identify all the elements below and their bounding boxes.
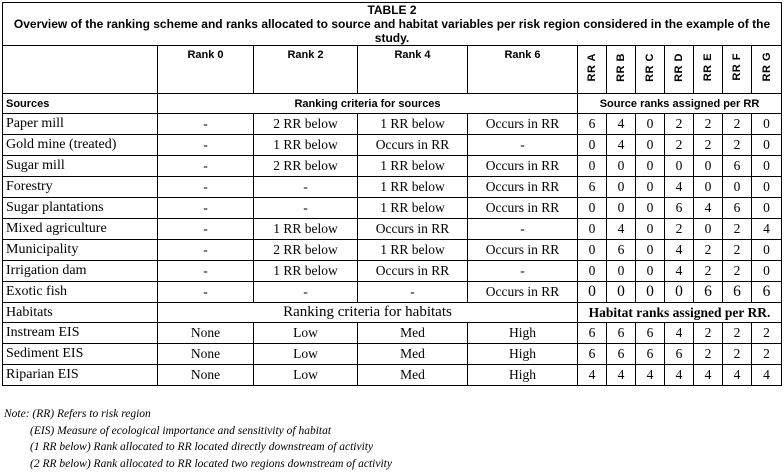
habitats-criteria-label: Ranking criteria for habitats [158, 303, 578, 323]
sources-label: Sources [3, 94, 158, 114]
source-rank4-criterion: - [358, 282, 468, 303]
habitat-rank6-criterion: High [468, 365, 578, 386]
table-title-cell [3, 3, 782, 46]
source-rank-value: 2 [694, 240, 723, 261]
habitat-rank-value: 2 [752, 323, 782, 344]
habitat-rank4-criterion: Med [358, 323, 468, 344]
source-rank-value: 2 [723, 219, 752, 240]
source-rank-value: 4 [665, 261, 694, 282]
source-rank-value: 2 [723, 135, 752, 156]
source-rank-value: 0 [636, 282, 665, 303]
source-rank-value: 0 [752, 198, 782, 219]
habitat-row [3, 365, 782, 386]
source-rank0-criterion: - [158, 198, 254, 219]
source-rank6-criterion: Occurs in RR [468, 198, 578, 219]
source-name: Gold mine (treated) [3, 135, 158, 156]
source-rank-value: 0 [607, 177, 636, 198]
source-rank-value: 0 [636, 156, 665, 177]
source-rank6-criterion: - [468, 261, 578, 282]
source-rank-value: 2 [665, 114, 694, 135]
source-rank0-criterion: - [158, 219, 254, 240]
note-line-1rr: (1 RR below) Rank allocated to RR located directly downstream of activity [30, 441, 374, 453]
source-rank2-criterion: - [254, 177, 358, 198]
habitat-rank-value: 2 [752, 344, 782, 365]
source-rank-value: 2 [723, 240, 752, 261]
header-rank-2: Rank 2 [254, 46, 358, 94]
source-rank2-criterion: 2 RR below [254, 240, 358, 261]
habitat-row [3, 344, 782, 365]
source-rank-value: 4 [665, 177, 694, 198]
habitat-rank-value: 4 [694, 365, 723, 386]
habitat-name: Instream EIS [3, 323, 158, 344]
source-rank-value: 0 [636, 177, 665, 198]
habitat-rank-value: 6 [636, 323, 665, 344]
source-rank-value: 0 [665, 282, 694, 303]
header-rr-d: RR D [673, 52, 685, 82]
source-rank2-criterion: 1 RR below [254, 261, 358, 282]
habitat-rank-value: 6 [665, 344, 694, 365]
source-rank-value: 2 [694, 135, 723, 156]
table-notes [4, 406, 392, 472]
source-rank-value: 4 [607, 114, 636, 135]
sources-body [3, 114, 782, 303]
source-rank-value: 0 [578, 261, 607, 282]
source-rank-value: 0 [752, 156, 782, 177]
source-rank-value: 0 [636, 261, 665, 282]
habitat-rank-value: 6 [578, 323, 607, 344]
source-rank-value: 0 [607, 261, 636, 282]
header-rank-0: Rank 0 [158, 46, 254, 94]
source-rank6-criterion: Occurs in RR [468, 114, 578, 135]
source-rank-value: 0 [752, 240, 782, 261]
note-line-eis: (EIS) Measure of ecological importance and sensitivity of habitat [30, 424, 332, 437]
header-rr-a: RR A [586, 52, 598, 82]
source-rank-value: 6 [723, 198, 752, 219]
header-rank-6: Rank 6 [468, 46, 578, 94]
source-rank-value: 2 [665, 135, 694, 156]
source-rank4-criterion: 1 RR below [358, 114, 468, 135]
source-rank6-criterion: Occurs in RR [468, 177, 578, 198]
source-name: Paper mill [3, 114, 158, 135]
habitat-rank-value: 4 [665, 323, 694, 344]
source-rank-value: 4 [694, 198, 723, 219]
source-rank4-criterion: 1 RR below [358, 198, 468, 219]
header-blank [3, 46, 158, 94]
source-rank0-criterion: - [158, 261, 254, 282]
source-rank-value: 0 [694, 177, 723, 198]
habitat-rank0-criterion: None [158, 365, 254, 386]
habitat-rank4-criterion: Med [358, 344, 468, 365]
habitat-row [3, 323, 782, 344]
habitat-rank-value: 6 [578, 344, 607, 365]
source-rank0-criterion: - [158, 282, 254, 303]
habitat-rank2-criterion: Low [254, 365, 358, 386]
source-rank0-criterion: - [158, 177, 254, 198]
source-rank2-criterion: - [254, 282, 358, 303]
source-rank2-criterion: 1 RR below [254, 219, 358, 240]
source-rank2-criterion: - [254, 198, 358, 219]
source-row [3, 135, 782, 156]
sources-criteria-label: Ranking criteria for sources [158, 94, 578, 114]
table-label: TABLE 2 [367, 3, 417, 17]
sources-section-row [3, 94, 782, 114]
habitats-body [3, 323, 782, 386]
habitat-rank-value: 6 [636, 344, 665, 365]
source-rank-value: 0 [578, 135, 607, 156]
source-rank0-criterion: - [158, 240, 254, 261]
source-rank-value: 0 [636, 219, 665, 240]
header-row [3, 46, 782, 94]
header-rr-e: RR E [702, 52, 714, 82]
source-rank-value: 2 [694, 114, 723, 135]
habitat-rank-value: 2 [723, 323, 752, 344]
habitat-rank2-criterion: Low [254, 323, 358, 344]
source-rank-value: 6 [607, 240, 636, 261]
source-rank4-criterion: 1 RR below [358, 177, 468, 198]
source-rank-value: 0 [636, 198, 665, 219]
habitat-rank4-criterion: Med [358, 365, 468, 386]
source-rank-value: 0 [578, 198, 607, 219]
source-row [3, 198, 782, 219]
source-rank-value: 0 [607, 198, 636, 219]
habitat-rank2-criterion: Low [254, 344, 358, 365]
source-rank-value: 6 [723, 156, 752, 177]
header-rr-g: RR G [760, 52, 773, 82]
habitats-section-row [3, 303, 782, 323]
header-rr-f: RR F [731, 53, 743, 81]
source-rank-value: 2 [723, 114, 752, 135]
source-rank-value: 0 [578, 282, 607, 303]
source-rank2-criterion: 1 RR below [254, 135, 358, 156]
source-rank2-criterion: 2 RR below [254, 156, 358, 177]
habitat-rank-value: 2 [694, 323, 723, 344]
source-name: Irrigation dam [3, 261, 158, 282]
source-name: Exotic fish [3, 282, 158, 303]
habitat-rank-value: 4 [607, 365, 636, 386]
source-rank4-criterion: 1 RR below [358, 156, 468, 177]
source-rank2-criterion: 2 RR below [254, 114, 358, 135]
source-rank-value: 0 [752, 114, 782, 135]
source-rank-value: 6 [752, 282, 782, 303]
source-rank-value: 6 [578, 177, 607, 198]
source-rank-value: 6 [578, 114, 607, 135]
source-row [3, 219, 782, 240]
source-name: Sugar mill [3, 156, 158, 177]
habitat-rank-value: 6 [607, 323, 636, 344]
habitat-rank-value: 2 [694, 344, 723, 365]
habitats-ranks-label: Habitat ranks assigned per RR. [578, 303, 782, 323]
source-rank-value: 0 [752, 261, 782, 282]
ranking-table [2, 2, 782, 386]
source-rank-value: 2 [723, 261, 752, 282]
source-rank6-criterion: Occurs in RR [468, 156, 578, 177]
source-row [3, 156, 782, 177]
source-rank-value: 0 [694, 156, 723, 177]
source-rank-value: 4 [665, 240, 694, 261]
source-rank-value: 0 [578, 240, 607, 261]
habitat-rank6-criterion: High [468, 323, 578, 344]
source-rank6-criterion: - [468, 219, 578, 240]
source-rank4-criterion: Occurs in RR [358, 261, 468, 282]
source-rank0-criterion: - [158, 135, 254, 156]
habitat-rank-value: 4 [752, 365, 782, 386]
source-rank-value: 0 [636, 114, 665, 135]
source-rank-value: 0 [694, 219, 723, 240]
source-rank-value: 2 [694, 261, 723, 282]
header-rank-4: Rank 4 [358, 46, 468, 94]
source-name: Mixed agriculture [3, 219, 158, 240]
source-rank-value: 4 [752, 219, 782, 240]
habitat-rank-value: 4 [578, 365, 607, 386]
source-rank6-criterion: Occurs in RR [468, 282, 578, 303]
source-rank-value: 0 [607, 282, 636, 303]
habitat-name: Riparian EIS [3, 365, 158, 386]
source-row [3, 261, 782, 282]
source-rank4-criterion: 1 RR below [358, 240, 468, 261]
source-rank4-criterion: Occurs in RR [358, 135, 468, 156]
source-row [3, 114, 782, 135]
note-line-rr: Note: (RR) Refers to risk region [4, 408, 151, 420]
source-rank0-criterion: - [158, 156, 254, 177]
source-rank-value: 6 [723, 282, 752, 303]
source-rank-value: 0 [607, 156, 636, 177]
habitat-rank-value: 2 [723, 344, 752, 365]
header-rr-b: RR B [615, 52, 627, 82]
source-rank-value: 0 [752, 135, 782, 156]
habitat-rank-value: 4 [636, 365, 665, 386]
source-row [3, 177, 782, 198]
source-rank-value: 0 [578, 156, 607, 177]
source-row [3, 240, 782, 261]
source-rank-value: 6 [665, 198, 694, 219]
source-rank-value: 0 [636, 135, 665, 156]
source-row [3, 282, 782, 303]
source-rank-value: 0 [578, 219, 607, 240]
habitat-rank6-criterion: High [468, 344, 578, 365]
header-rr-c: RR C [644, 52, 656, 82]
habitats-label: Habitats [3, 303, 158, 323]
sources-ranks-label: Source ranks assigned per RR [578, 94, 782, 114]
source-rank-value: 6 [694, 282, 723, 303]
habitat-rank-value: 6 [607, 344, 636, 365]
source-rank-value: 0 [665, 156, 694, 177]
source-rank6-criterion: Occurs in RR [468, 240, 578, 261]
source-name: Forestry [3, 177, 158, 198]
source-rank-value: 0 [636, 240, 665, 261]
source-name: Sugar plantations [3, 198, 158, 219]
table-caption: Overview of the ranking scheme and ranks allocated to source and habitat variables per risk region considered in the example of the study. [13, 17, 771, 45]
source-rank-value: 2 [665, 219, 694, 240]
habitat-rank0-criterion: None [158, 323, 254, 344]
source-rank-value: 0 [723, 177, 752, 198]
source-rank0-criterion: - [158, 114, 254, 135]
source-rank-value: 4 [607, 219, 636, 240]
source-rank6-criterion: - [468, 135, 578, 156]
source-name: Municipality [3, 240, 158, 261]
habitat-rank0-criterion: None [158, 344, 254, 365]
habitat-rank-value: 4 [665, 365, 694, 386]
habitat-name: Sediment EIS [3, 344, 158, 365]
habitat-rank-value: 4 [723, 365, 752, 386]
note-line-2rr: (2 RR below) Rank allocated to RR located two regions downstream of activity [30, 457, 392, 470]
table-container [2, 2, 781, 386]
source-rank-value: 4 [607, 135, 636, 156]
source-rank-value: 0 [752, 177, 782, 198]
source-rank4-criterion: Occurs in RR [358, 219, 468, 240]
